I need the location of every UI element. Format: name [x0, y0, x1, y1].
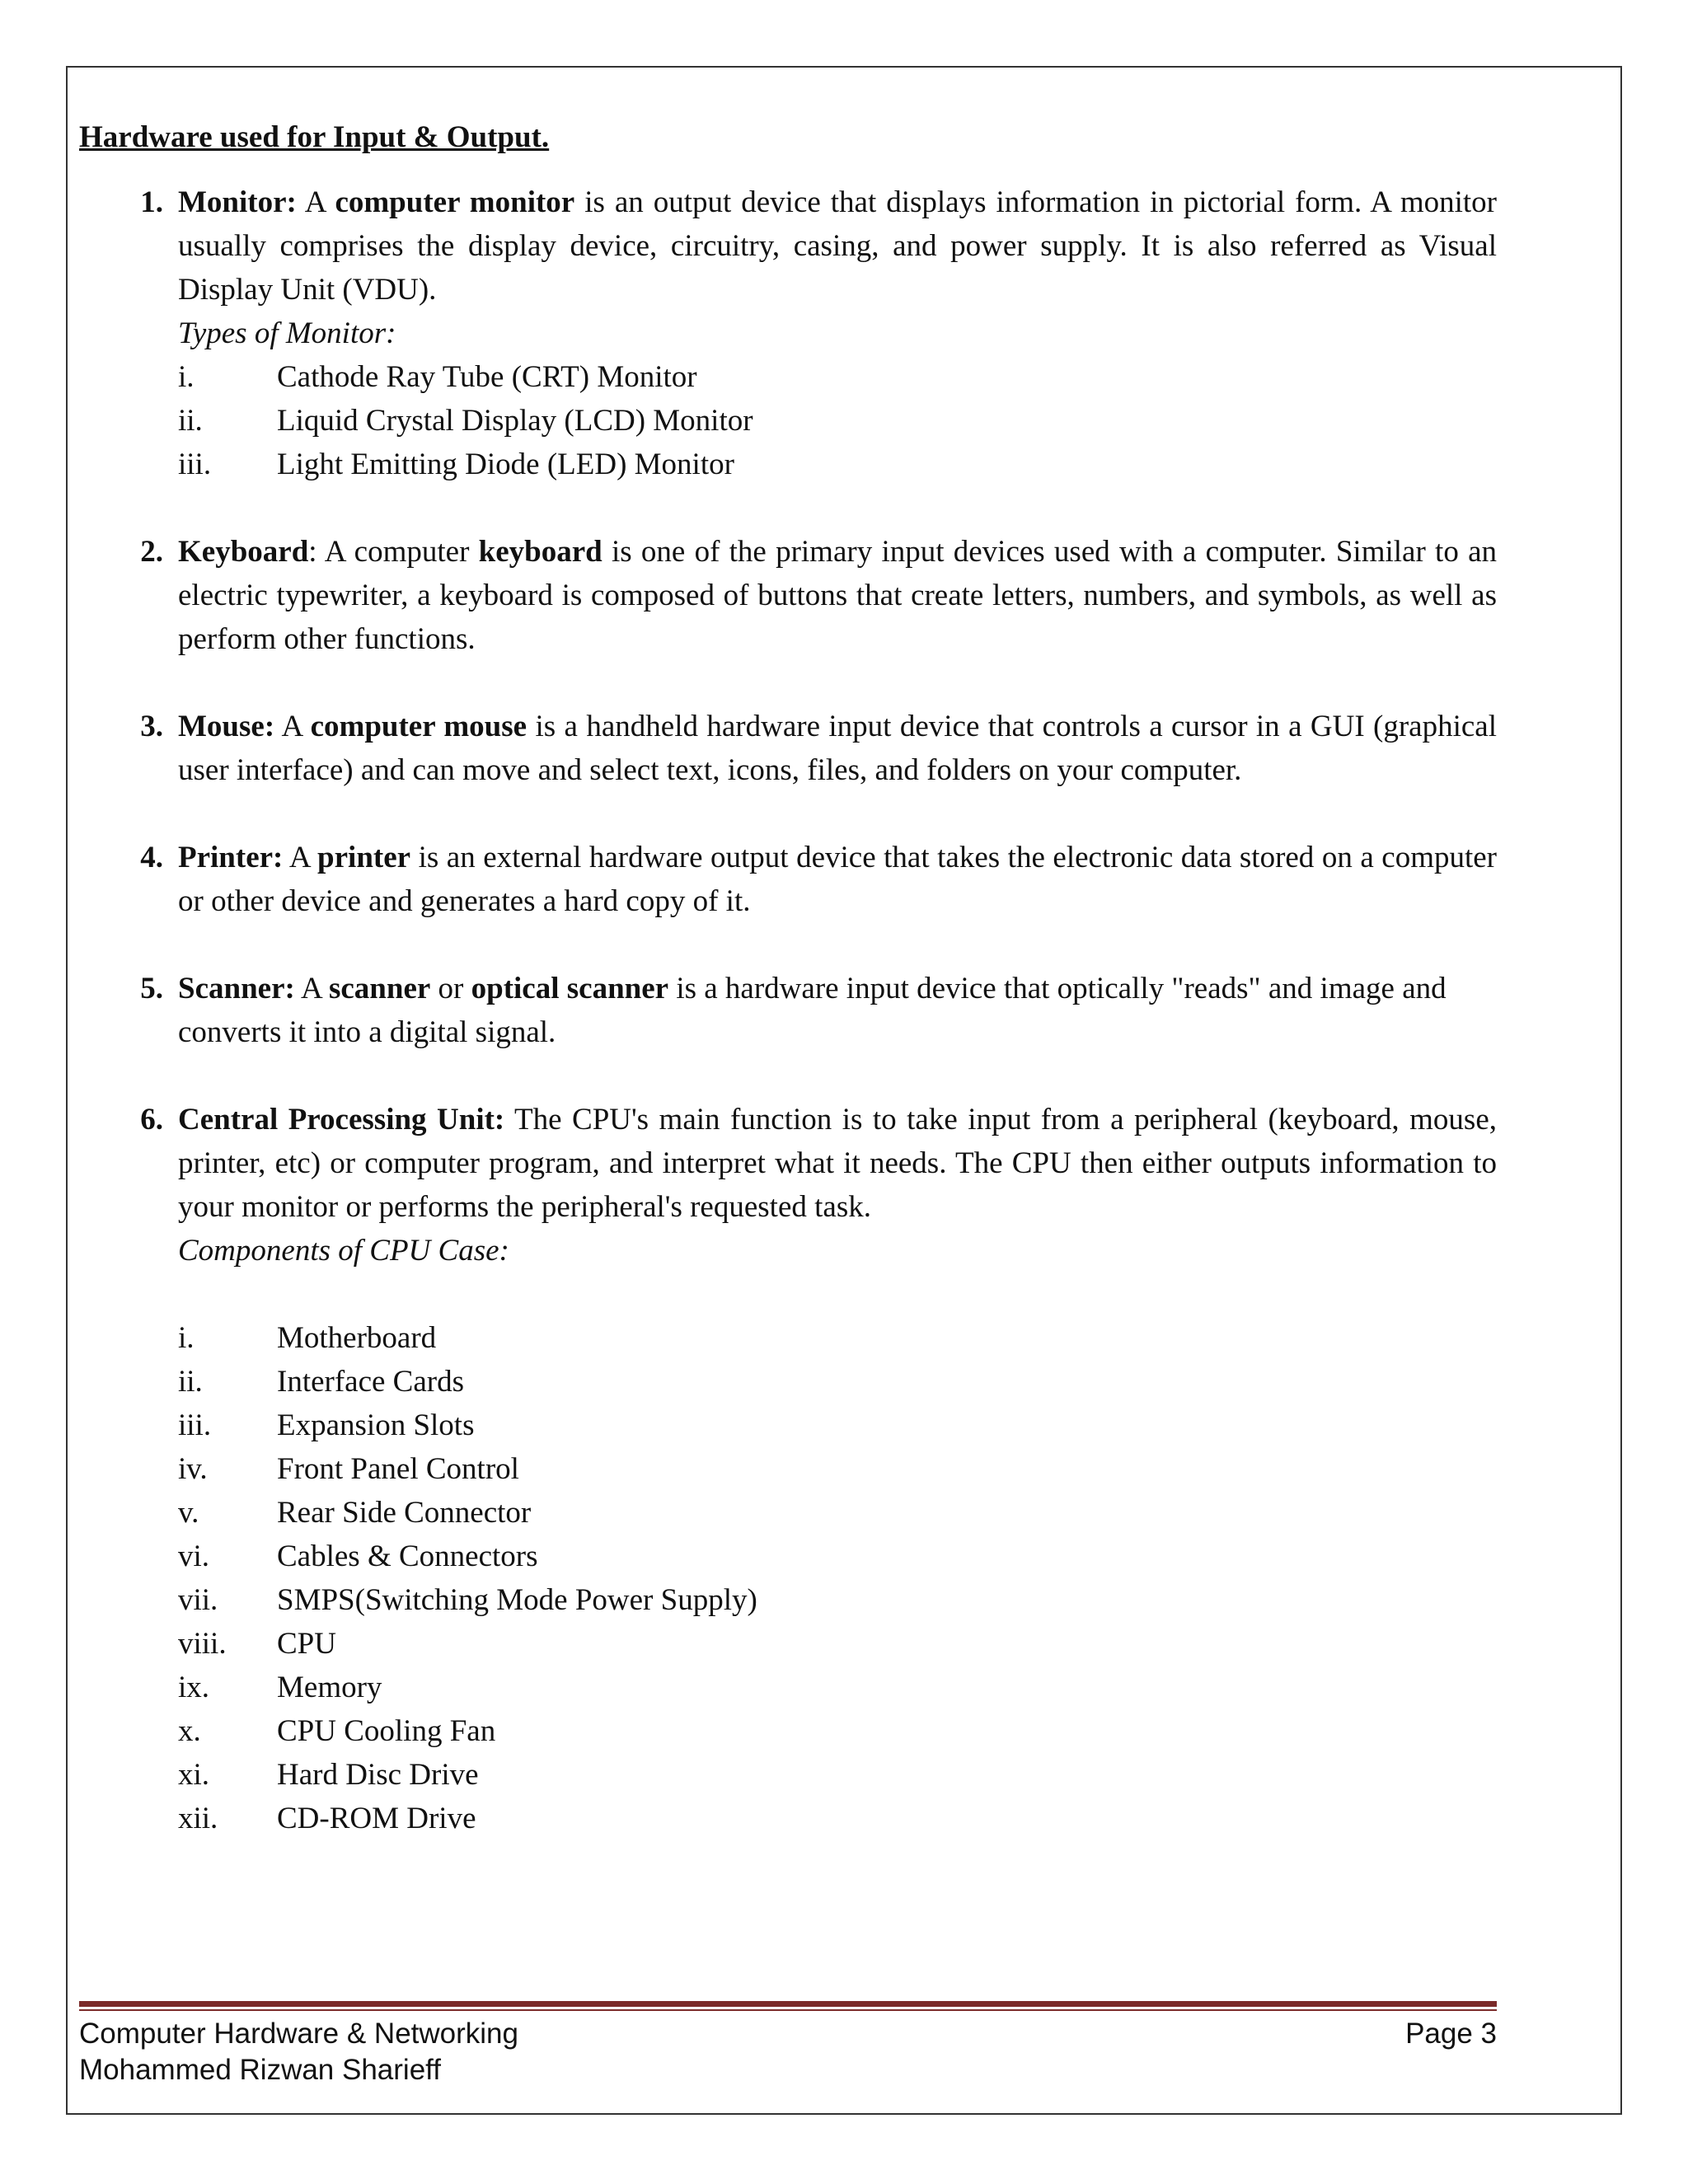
sublist-number: iii.: [178, 1408, 212, 1442]
item-body: [178, 836, 1497, 923]
item-number: 6.: [140, 1103, 163, 1137]
item-number: 2.: [140, 535, 163, 569]
sublist-label: Hard Disc Drive: [277, 1758, 479, 1792]
item-text: is a hardware input device that optically "reads" and image and converts it into a digital signal.: [178, 972, 1447, 1049]
sublist-label: CD-ROM Drive: [277, 1802, 476, 1835]
item-bold-term: computer mouse: [310, 710, 528, 743]
sublist-item: [178, 1535, 1497, 1578]
item-title: Scanner:: [178, 972, 295, 1005]
sublist-label: Expansion Slots: [277, 1408, 475, 1442]
subheading: Types of Monitor:: [178, 316, 396, 350]
item-bold-term: computer monitor: [335, 185, 575, 219]
sublist-label: Front Panel Control: [277, 1452, 519, 1486]
item-body: [178, 967, 1497, 1054]
sublist-number: i.: [178, 360, 195, 394]
list-item-scanner: [79, 967, 1497, 1054]
item-number: 5.: [140, 972, 163, 1005]
sublist-number: iv.: [178, 1452, 208, 1486]
sublist-number: ii.: [178, 1365, 203, 1399]
sublist-number: vi.: [178, 1540, 210, 1573]
sublist-label: CPU Cooling Fan: [277, 1714, 496, 1748]
item-text: : A computer: [308, 535, 479, 569]
item-text: is a handheld hardware input device that controls a cursor in a GUI (graphical user interface) and can move and select text, icons, files, and folders on your computer.: [178, 710, 1498, 787]
sublist-item: [178, 1316, 1497, 1360]
item-title: Printer:: [178, 841, 284, 874]
page-number: Page 3: [1405, 2018, 1497, 2050]
sublist-item: [178, 1491, 1497, 1535]
monitor-types-list: [178, 355, 1497, 486]
section-heading: Hardware used for Input & Output.: [79, 120, 550, 154]
sublist-number: v.: [178, 1496, 199, 1530]
sublist-label: Memory: [277, 1671, 382, 1704]
footer-author: Mohammed Rizwan Sharieff: [79, 2054, 441, 2086]
list-item-monitor: [79, 180, 1497, 486]
item-bold-term: printer: [317, 841, 411, 874]
sublist-label: Liquid Crystal Display (LCD) Monitor: [277, 404, 753, 438]
item-bold-term: scanner: [328, 972, 431, 1005]
sublist-item: [178, 355, 1497, 399]
item-title: Monitor:: [178, 185, 297, 219]
cpu-components-list: [178, 1316, 1497, 1840]
item-text: or: [430, 972, 471, 1005]
sublist-number: iii.: [178, 448, 212, 481]
document-body: [79, 115, 1497, 1840]
footer-title: Computer Hardware & Networking: [79, 2018, 518, 2050]
item-text: A: [294, 972, 329, 1005]
sublist-number: ii.: [178, 404, 203, 438]
item-text: A: [274, 710, 311, 743]
sublist-number: x.: [178, 1714, 201, 1748]
sublist-number: xi.: [178, 1758, 210, 1792]
sublist-item: [178, 1753, 1497, 1797]
footer-rule-thick: [79, 2001, 1497, 2007]
sublist-item: [178, 1360, 1497, 1404]
item-body: [178, 180, 1497, 486]
sublist-item: [178, 1404, 1497, 1447]
subheading: Components of CPU Case:: [178, 1234, 509, 1268]
item-text: A: [296, 185, 335, 219]
footer-rule-thin: [79, 2009, 1497, 2011]
sublist-label: Rear Side Connector: [277, 1496, 532, 1530]
page-footer: [79, 2016, 1497, 2088]
sublist-number: vii.: [178, 1583, 218, 1617]
item-body: [178, 530, 1497, 661]
sublist-item: [178, 1578, 1497, 1622]
item-number: 1.: [140, 185, 163, 219]
sublist-label: SMPS(Switching Mode Power Supply): [277, 1583, 757, 1617]
list-item-mouse: [79, 705, 1497, 792]
sublist-item: [178, 1666, 1497, 1709]
footer-rule: [79, 2001, 1497, 2014]
sublist-item: [178, 1447, 1497, 1491]
sublist-item: [178, 1709, 1497, 1753]
item-number: 3.: [140, 710, 163, 743]
item-text: is an external hardware output device that takes the electronic data stored on a computer or other device and generates a hard copy of it.: [178, 841, 1497, 918]
list-item-cpu: [79, 1098, 1497, 1840]
sublist-item: [178, 399, 1497, 443]
item-number: 4.: [140, 841, 163, 874]
item-text: is an output device that displays information in pictorial form. A monitor usually comprises the display device, circuitry, casing, and power supply. It is also referred as Visual Display Unit (VDU).: [178, 185, 1497, 307]
sublist-number: xii.: [178, 1802, 218, 1835]
sublist-label: Interface Cards: [277, 1365, 465, 1399]
sublist-label: Motherboard: [277, 1321, 437, 1355]
list-item-keyboard: [79, 530, 1497, 661]
sublist-label: CPU: [277, 1627, 336, 1661]
sublist-item: [178, 1622, 1497, 1666]
item-text: is one of the primary input devices used with a computer. Similar to an electric typewriter, a keyboard is composed of buttons that create letters, numbers, and symbols, as well as perform other functions.: [178, 535, 1497, 656]
sublist-label: Light Emitting Diode (LED) Monitor: [277, 448, 734, 481]
item-bold-term: keyboard: [478, 535, 603, 569]
item-text: A: [283, 841, 318, 874]
sublist-label: Cables & Connectors: [277, 1540, 538, 1573]
list-item-printer: [79, 836, 1497, 923]
item-title: Central Processing Unit:: [178, 1103, 505, 1137]
sublist-number: i.: [178, 1321, 195, 1355]
footer-row: [79, 2016, 1497, 2052]
item-title: Mouse:: [178, 710, 275, 743]
sublist-number: ix.: [178, 1671, 210, 1704]
item-bold-term: optical scanner: [471, 972, 669, 1005]
sublist-item: [178, 443, 1497, 486]
sublist-item: [178, 1797, 1497, 1840]
item-body: [178, 1098, 1497, 1840]
sublist-number: viii.: [178, 1627, 227, 1661]
item-text: The CPU's main function is to take input from a peripheral (keyboard, mouse, printer, etc) or computer program, and interpret what it needs. The CPU then either outputs information to your monitor or performs the peripheral's requested task.: [178, 1103, 1497, 1224]
item-title: Keyboard: [178, 535, 309, 569]
item-body: [178, 705, 1497, 792]
sublist-label: Cathode Ray Tube (CRT) Monitor: [277, 360, 697, 394]
